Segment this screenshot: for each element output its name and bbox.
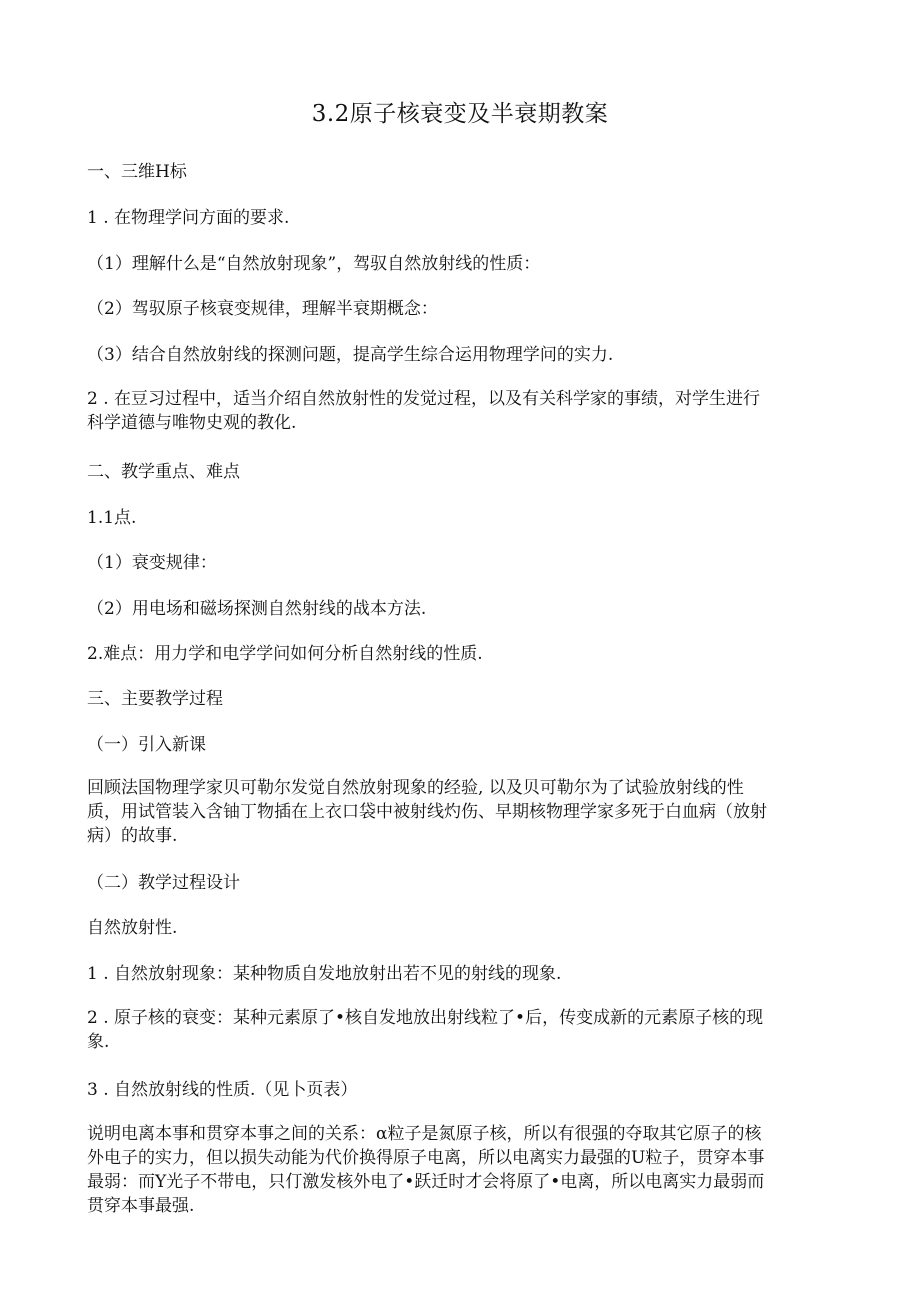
- sub-item-decay-rules: （1）衰变规律：: [87, 553, 217, 573]
- item-nuclear-decay: [87, 1006, 832, 1054]
- paragraph-line: 科学道德与唯物史观的教化.: [87, 413, 297, 433]
- sub-item-detection-method: （2）用电场和磁场探测自然射线的战本方法.: [87, 599, 427, 619]
- sub-item-1: （1）理解什么是“自然放射现象”，驾驭自然放射线的性质：: [87, 254, 541, 274]
- section-heading-process: 三、主要教学过程: [87, 689, 223, 709]
- sub-item-3: （3）结合自然放射线的探测问题，提高学生综合运用物理学问的实力.: [87, 345, 614, 365]
- paragraph-line: 病）的故事.: [87, 826, 178, 846]
- paragraph-line: 外电子的实力，但以损失动能为代价换得原子电离，所以电离实力最强的U粒子，贯穿本事: [87, 1148, 765, 1168]
- item-key-point: 1.1点.: [87, 508, 137, 528]
- sub-item-2: （2）驾驭原子核衰变规律，理解半衰期概念：: [87, 299, 438, 319]
- paragraph-line: 象.: [87, 1032, 110, 1052]
- paragraph-line: 说明电离本事和贯穿本事之间的关系：α粒子是氮原子核，所以有很强的夺取其它原子的核: [87, 1124, 762, 1144]
- item-review-process: [87, 387, 832, 435]
- sub-heading-process-design: （二）教学过程设计: [87, 873, 240, 893]
- item-knowledge-requirements: 1 . 在物理学问方面的要求.: [87, 208, 290, 228]
- paragraph-line: 贯穿本事最强.: [87, 1196, 195, 1216]
- paragraph-introduction: [87, 776, 832, 848]
- paragraph-line: 2 . 在豆习过程中，适当介绍自然放射性的发觉过程，以及有关科学家的事绩，对学生进行: [87, 389, 761, 409]
- sub-heading-introduction: （一）引入新课: [87, 735, 206, 755]
- paragraph-line: 最弱：而Y光子不带电，只仃激发核外电了•跃迁时才会将原了•电离，所以电离实力最弱而: [87, 1172, 765, 1192]
- paragraph-line: 质，用试管装入含铀丁物插在上衣口袋中被射线灼伤、早期核物理学家多死于白血病（放射: [87, 802, 767, 822]
- paragraph-line: 回顾法国物理学家贝可勒尔发觉自然放射现象的经验, 以及贝可勒尔为了试验放射线的性: [87, 778, 744, 798]
- section-heading-key-points: 二、教学重点、难点: [87, 462, 240, 482]
- section-heading-objectives: 一、三维H标: [87, 162, 187, 182]
- document-title: 3.2原子核衰变及半衰期教案: [311, 101, 609, 127]
- item-difficulty: 2.难点：用力学和电学学问如何分析自然射线的性质.: [87, 644, 483, 664]
- topic-natural-radioactivity: 自然放射性.: [87, 918, 178, 938]
- paragraph-line: 2 . 原子核的衰变：某种元素原了•核自发地放出射线粒了•后，传变成新的元素原子核的现: [87, 1008, 764, 1028]
- item-natural-radiation-phenomenon: 1 . 自然放射现象：某种物质自发地放射出若不见的射线的现象.: [87, 964, 562, 984]
- item-radiation-properties: 3 . 自然放射线的性质.（见卜页表）: [87, 1080, 358, 1100]
- paragraph-ionization-explanation: [87, 1122, 832, 1218]
